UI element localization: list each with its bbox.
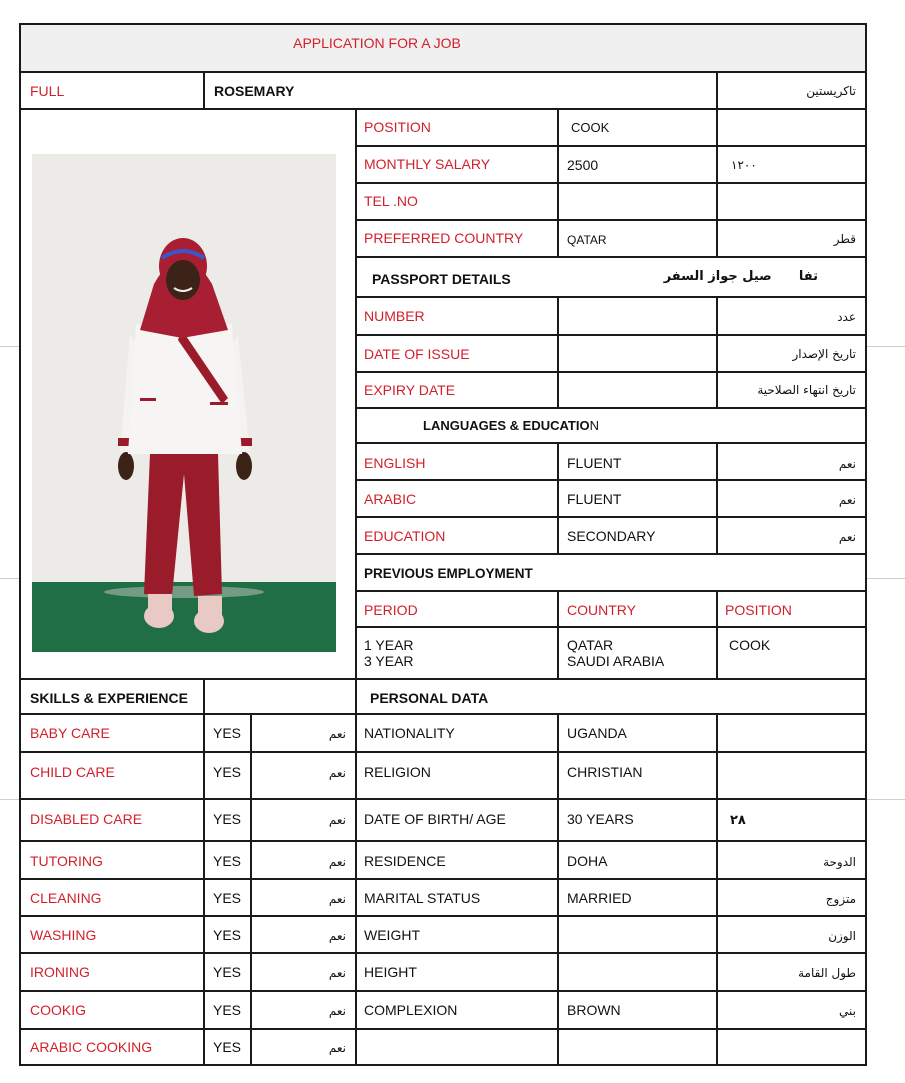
full-name-value: ROSEMARY bbox=[214, 83, 295, 99]
divider bbox=[203, 71, 205, 110]
skill-arabic: نعم bbox=[328, 1004, 346, 1018]
date-of-issue-arabic: تاريخ الإصدار bbox=[792, 347, 856, 361]
languages-heading-tail: N bbox=[589, 418, 599, 433]
education-label: EDUCATION bbox=[364, 528, 446, 544]
employment-period-1: 1 YEAR bbox=[364, 637, 414, 653]
languages-heading-bold: LANGUAGES & EDUCATIO bbox=[423, 418, 590, 433]
divider bbox=[355, 479, 866, 481]
skill-value: YES bbox=[213, 725, 242, 741]
skill-label: DISABLED CARE bbox=[30, 811, 143, 827]
divider bbox=[557, 296, 559, 409]
complexion-arabic: بني bbox=[839, 1004, 856, 1018]
skill-value: YES bbox=[213, 764, 242, 780]
preferred-country-label: PREFERRED COUNTRY bbox=[364, 230, 524, 246]
divider bbox=[865, 23, 867, 1066]
full-name-arabic: تاكريستين bbox=[806, 84, 856, 98]
divider bbox=[355, 145, 866, 147]
skill-label: BABY CARE bbox=[30, 725, 110, 741]
residence-value: DOHA bbox=[567, 853, 608, 869]
passport-heading: PASSPORT DETAILS bbox=[372, 271, 511, 287]
weight-label: WEIGHT bbox=[364, 927, 420, 943]
skill-arabic: نعم bbox=[328, 727, 346, 741]
person-illustration bbox=[32, 154, 336, 652]
complexion-label: COMPLEXION bbox=[364, 1002, 458, 1018]
employment-heading: PREVIOUS EMPLOYMENT bbox=[364, 566, 533, 581]
scan-mark bbox=[0, 346, 20, 347]
divider bbox=[355, 371, 866, 373]
scan-mark bbox=[866, 346, 905, 347]
employment-country-2: SAUDI ARABIA bbox=[567, 653, 665, 669]
skill-value: YES bbox=[213, 890, 242, 906]
preferred-country-arabic: قطر bbox=[833, 232, 856, 246]
skill-arabic: نعم bbox=[328, 766, 346, 780]
complexion-value: BROWN bbox=[567, 1002, 621, 1018]
scan-mark bbox=[866, 799, 905, 800]
country-column-header: COUNTRY bbox=[567, 602, 636, 618]
divider bbox=[716, 71, 718, 110]
skill-value: YES bbox=[213, 1039, 242, 1055]
divider bbox=[19, 23, 21, 1066]
date-of-birth-value: 30 YEARS bbox=[567, 811, 634, 827]
divider bbox=[557, 442, 559, 555]
divider bbox=[716, 442, 718, 555]
expiry-date-label: EXPIRY DATE bbox=[364, 382, 456, 398]
skill-arabic: نعم bbox=[328, 892, 346, 906]
weight-arabic: الوزن bbox=[828, 929, 856, 943]
date-of-birth-arabic: ٢٨ bbox=[730, 813, 746, 828]
skill-label: CHILD CARE bbox=[30, 764, 115, 780]
divider bbox=[355, 296, 866, 298]
passport-number-label: NUMBER bbox=[364, 308, 425, 324]
scan-mark bbox=[0, 799, 20, 800]
employment-position: COOK bbox=[729, 637, 771, 653]
skill-value: YES bbox=[213, 853, 242, 869]
skill-value: YES bbox=[213, 1002, 242, 1018]
divider bbox=[716, 713, 718, 1066]
divider bbox=[716, 590, 718, 680]
skill-label: TUTORING bbox=[30, 853, 103, 869]
candidate-photo bbox=[32, 154, 336, 652]
height-arabic: طول القامة bbox=[798, 966, 856, 980]
residence-arabic: الدوحة bbox=[823, 855, 856, 869]
date-of-issue-label: DATE OF ISSUE bbox=[364, 346, 470, 362]
period-column-header: PERIOD bbox=[364, 602, 418, 618]
divider bbox=[20, 678, 866, 680]
skill-arabic: نعم bbox=[328, 1041, 346, 1055]
divider bbox=[20, 990, 866, 992]
divider bbox=[355, 182, 866, 184]
salary-arabic: ١٢٠٠ bbox=[731, 158, 757, 172]
skill-label: WASHING bbox=[30, 927, 97, 943]
divider bbox=[20, 1064, 866, 1066]
divider bbox=[20, 1028, 866, 1030]
divider bbox=[20, 751, 866, 753]
skill-label: ARABIC COOKING bbox=[30, 1039, 153, 1055]
employment-period-2: 3 YEAR bbox=[364, 653, 414, 669]
position-value: COOK bbox=[571, 120, 610, 135]
arabic-value: FLUENT bbox=[567, 491, 622, 507]
skill-value: YES bbox=[213, 811, 242, 827]
education-value: SECONDARY bbox=[567, 528, 656, 544]
education-arabic: نعم bbox=[838, 530, 856, 544]
personal-heading: PERSONAL DATA bbox=[370, 690, 489, 706]
expiry-date-arabic: تاريخ انتهاء الصلاحية bbox=[757, 383, 856, 397]
arabic-label: ARABIC bbox=[364, 491, 417, 507]
divider bbox=[20, 798, 866, 800]
divider bbox=[20, 71, 866, 73]
english-label: ENGLISH bbox=[364, 455, 426, 471]
divider bbox=[355, 256, 866, 258]
skill-arabic: نعم bbox=[328, 813, 346, 827]
passport-number-arabic: عدد bbox=[837, 310, 856, 324]
divider bbox=[355, 407, 866, 409]
position-column-header: POSITION bbox=[725, 602, 792, 618]
position-label: POSITION bbox=[364, 119, 431, 135]
divider bbox=[20, 915, 866, 917]
divider bbox=[355, 219, 866, 221]
salary-label: MONTHLY SALARY bbox=[364, 156, 491, 172]
skill-label: CLEANING bbox=[30, 890, 102, 906]
tel-label: TEL .NO bbox=[364, 193, 418, 209]
religion-value: CHRISTIAN bbox=[567, 764, 643, 780]
divider bbox=[355, 334, 866, 336]
divider bbox=[250, 713, 252, 1066]
marital-status-value: MARRIED bbox=[567, 890, 632, 906]
divider bbox=[20, 840, 866, 842]
divider bbox=[355, 590, 866, 592]
scan-mark bbox=[866, 578, 905, 579]
divider bbox=[355, 442, 866, 444]
skill-arabic: نعم bbox=[328, 966, 346, 980]
divider bbox=[20, 952, 866, 954]
nationality-value: UGANDA bbox=[567, 725, 627, 741]
scan-mark bbox=[0, 578, 20, 579]
marital-status-label: MARITAL STATUS bbox=[364, 890, 481, 906]
employment-country-1: QATAR bbox=[567, 637, 614, 653]
divider bbox=[355, 516, 866, 518]
full-name-label: FULL bbox=[30, 83, 65, 99]
preferred-country-value: QATAR bbox=[567, 233, 607, 247]
marital-status-arabic: متزوج bbox=[825, 892, 856, 906]
arabic-arabic: نعم bbox=[838, 493, 856, 507]
skill-value: YES bbox=[213, 927, 242, 943]
english-arabic: نعم bbox=[838, 457, 856, 471]
divider bbox=[557, 108, 559, 258]
languages-heading bbox=[423, 418, 599, 434]
divider bbox=[20, 878, 866, 880]
skill-arabic: نعم bbox=[328, 929, 346, 943]
skill-label: IRONING bbox=[30, 964, 90, 980]
skills-heading: SKILLS & EXPERIENCE bbox=[30, 690, 188, 706]
passport-heading-arabic: تفا صيل جواز السفر bbox=[663, 269, 818, 284]
nationality-label: NATIONALITY bbox=[364, 725, 455, 741]
divider bbox=[203, 678, 205, 1066]
divider bbox=[557, 590, 559, 680]
divider bbox=[716, 108, 718, 258]
date-of-birth-label: DATE OF BIRTH/ AGE bbox=[364, 811, 506, 827]
divider bbox=[355, 553, 866, 555]
divider bbox=[20, 108, 866, 110]
divider bbox=[20, 23, 866, 25]
skill-label: COOKIG bbox=[30, 1002, 87, 1018]
divider bbox=[355, 108, 357, 1066]
english-value: FLUENT bbox=[567, 455, 622, 471]
skill-arabic: نعم bbox=[328, 855, 346, 869]
divider bbox=[355, 626, 866, 628]
divider bbox=[716, 296, 718, 409]
religion-label: RELIGION bbox=[364, 764, 431, 780]
divider bbox=[557, 713, 559, 1066]
salary-value: 2500 bbox=[567, 157, 599, 173]
divider bbox=[20, 713, 866, 715]
height-label: HEIGHT bbox=[364, 964, 417, 980]
page-title: APPLICATION FOR A JOB bbox=[293, 35, 461, 51]
residence-label: RESIDENCE bbox=[364, 853, 446, 869]
skill-value: YES bbox=[213, 964, 242, 980]
